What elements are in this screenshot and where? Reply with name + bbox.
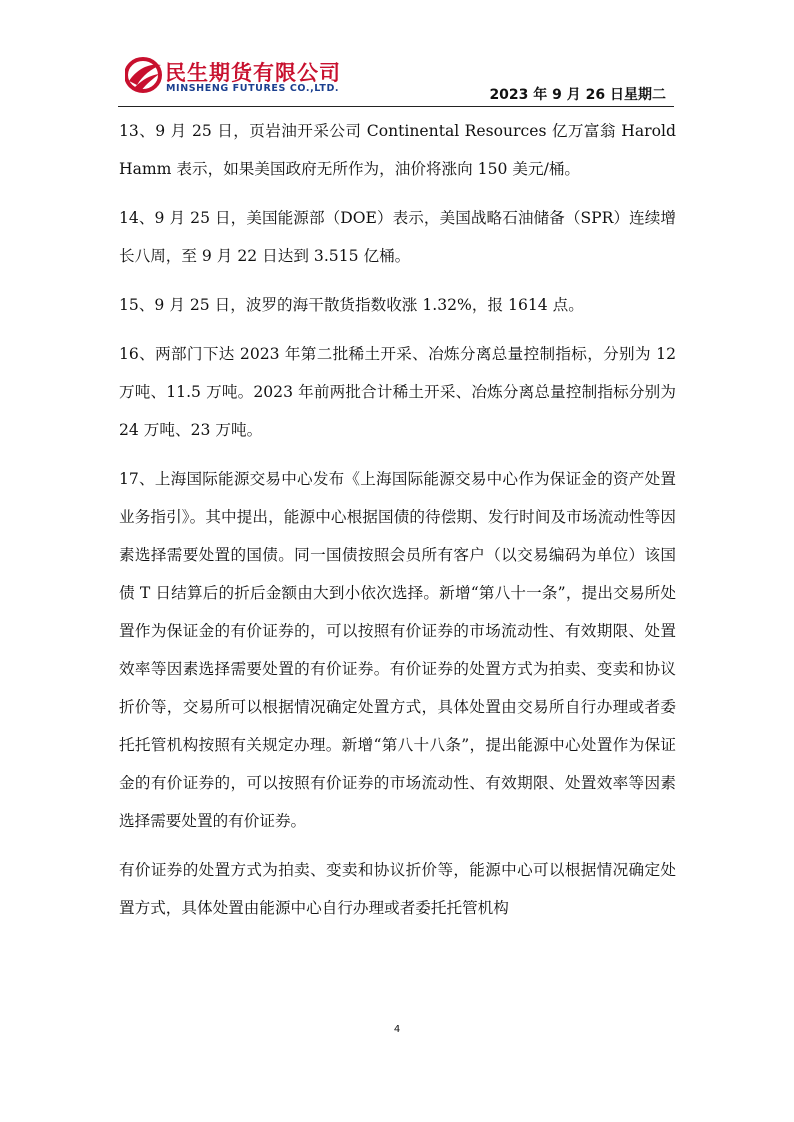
report-date: 2023 年 9 月 26 日星期二 — [489, 87, 666, 103]
news-item-14: 14、9 月 25 日，美国能源部（DOE）表示，美国战略石油储备（SPR）连续增长八周，至 9 月 22 日达到 3.515 亿桶。 — [119, 209, 676, 265]
page-number: 4 — [393, 1024, 401, 1035]
news-item-15: 15、9 月 25 日，波罗的海干散货指数收涨 1.32%，报 1614 点。 — [119, 296, 584, 314]
logo-chinese-name: 民生期货有限公司 — [165, 61, 341, 85]
news-item-16: 16、两部门下达 2023 年第二批稀土开采、冶炼分离总量控制指标，分别为 12 万吨、11.5 万吨。2023 年前两批合计稀土开采、冶炼分离总量控制指标分别为 24 万吨、23 万吨。 — [119, 345, 676, 439]
logo-english-name: MINSHENG FUTURES CO.,LTD. — [166, 83, 340, 94]
company-logo — [125, 55, 365, 100]
news-item-13: 13、9 月 25 日，页岩油开采公司 Continental Resources 亿万富翁 Harold Hamm 表示，如果美国政府无所作为，油价将涨向 150 美元/桶。 — [119, 122, 676, 178]
minsheng-swoosh-icon — [125, 55, 163, 95]
news-item-17-continued: 有价证券的处置方式为拍卖、变卖和协议折价等，能源中心可以根据情况确定处置方式，具体处置由能源中心自行办理或者委托托管机构 — [119, 861, 676, 917]
news-item-17: 17、上海国际能源交易中心发布《上海国际能源交易中心作为保证金的资产处置业务指引》。其中提出，能源中心根据国债的待偿期、发行时间及市场流动性等因素选择需要处置的国债。同一国债按照会员所有客户（以交易编码为单位）该国债 T 日结算后的折后金额由大到小依次选择。新增“第八十一条”，提出交易所处置作为保证金的有价证券的，可以按照有价证券的市场流动性、有效期限、处置效率等因素选择需要处置的有价证券。有价证券的处置方式为拍卖、变卖和协议折价等，交易所可以根据情况确定处置方式，具体处置由交易所自行办理或者委托托管机构按照有关规定办理。新增“第八十八条”，提出能源中心处置作为保证金的有价证券的，可以按照有价证券的市场流动性、有效期限、处置效率等因素选择需要处置的有价证券。 — [119, 470, 676, 830]
page-header — [0, 0, 794, 110]
header-divider — [118, 106, 674, 107]
document-body — [119, 112, 676, 938]
